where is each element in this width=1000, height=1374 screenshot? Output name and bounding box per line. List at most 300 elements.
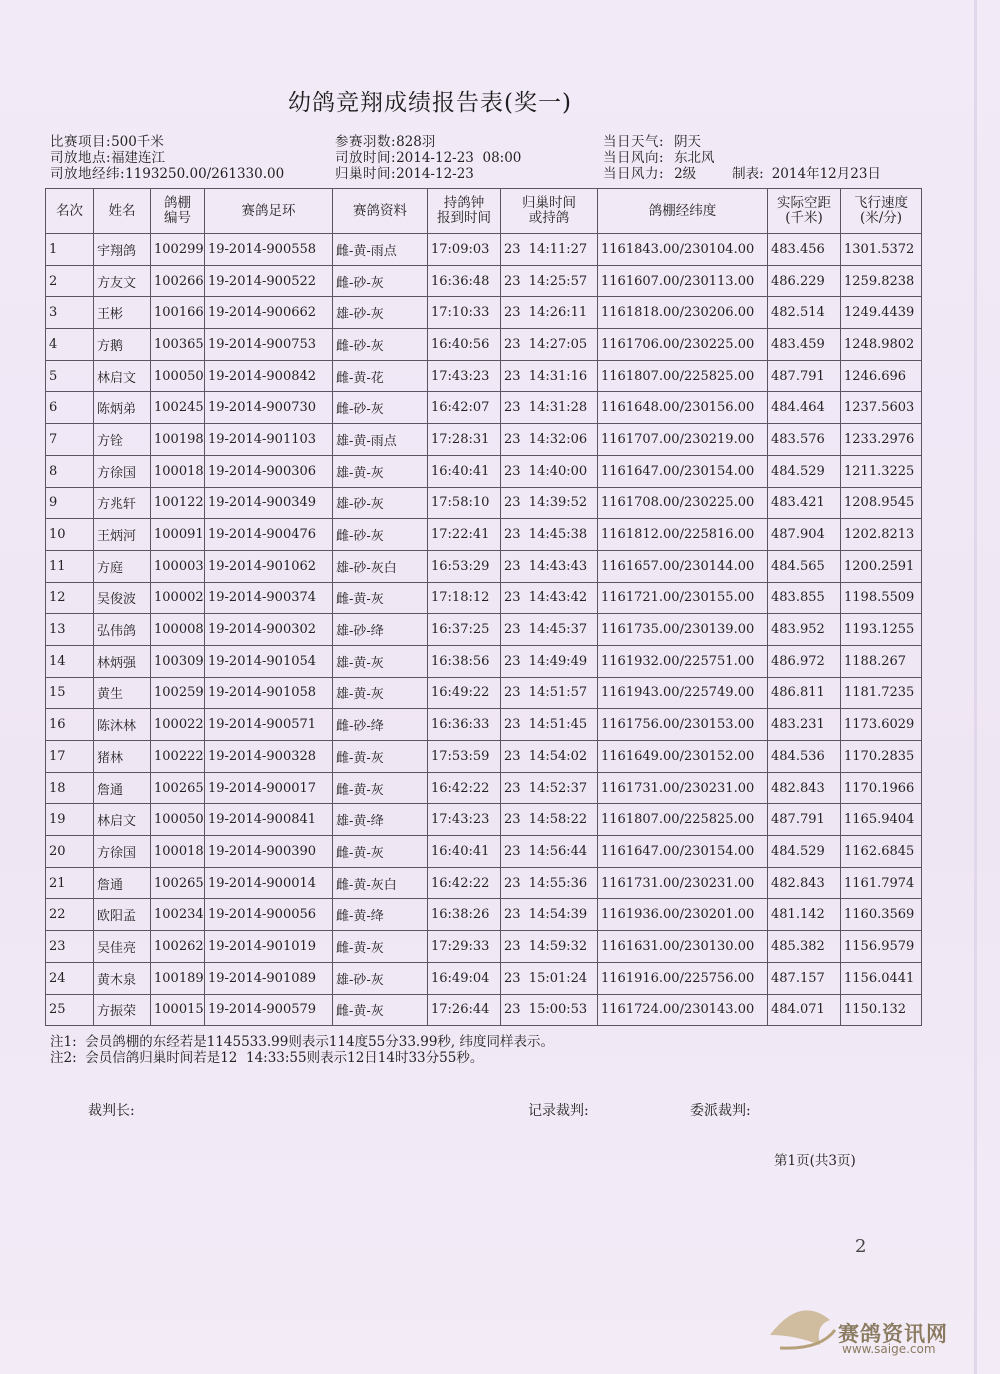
cell-name: 黄木泉 [94,962,151,994]
entries-value: 828羽 [396,134,436,150]
results-table [45,188,922,1026]
info-col-right [603,134,881,182]
cell-arrival-time: 23 14:11:27 [501,234,598,266]
table-row [46,582,922,614]
cell-loft-no: 100003 [151,550,205,582]
cell-name: 方徐国 [94,836,151,868]
cell-loft-coords: 1161843.00/230104.00 [598,234,768,266]
report-title: 幼鸽竞翔成绩报告表(奖一) [288,90,572,116]
watermark-url: www.saige.com [842,1342,936,1356]
cell-loft-coords: 1161724.00/230143.00 [598,994,768,1026]
cell-clock-time: 17:29:33 [428,931,501,963]
table-row [46,455,922,487]
cell-rank: 10 [46,519,94,551]
cell-loft-no: 100365 [151,329,205,361]
cell-arrival-time: 23 14:58:22 [501,804,598,836]
cell-arrival-time: 23 14:25:57 [501,265,598,297]
watermark-name: 赛鸽资讯网 [838,1322,948,1346]
cell-rank: 20 [46,836,94,868]
cell-clock-time: 16:36:33 [428,709,501,741]
cell-ring-no: 19-2014-901058 [205,677,333,709]
table-header [46,189,922,234]
header-clock-time: 持鸽钟 报到时间 [428,189,501,234]
cell-rank: 1 [46,234,94,266]
cell-loft-coords: 1161657.00/230144.00 [598,550,768,582]
cell-ring-no: 19-2014-900841 [205,804,333,836]
cell-ring-no: 19-2014-900306 [205,455,333,487]
cell-bird-info: 雄-砂-灰 [333,962,428,994]
cell-name: 方徐国 [94,455,151,487]
cell-ring-no: 19-2014-900349 [205,487,333,519]
cell-arrival-time: 23 14:45:37 [501,614,598,646]
cell-clock-time: 16:36:48 [428,265,501,297]
delegate-referee-signature: 委派裁判: [690,1103,751,1119]
cell-loft-no: 100259 [151,677,205,709]
release-coords-label: 司放地经纬: [50,166,126,182]
cell-rank: 3 [46,297,94,329]
cell-speed: 1193.1255 [841,614,922,646]
cell-arrival-time: 23 14:51:45 [501,709,598,741]
handwritten-mark: 2 [855,1236,867,1257]
cell-name: 方友文 [94,265,151,297]
cell-speed: 1233.2976 [841,424,922,456]
cell-bird-info: 雌-砂-灰 [333,265,428,297]
release-coords-value: 1193250.00/261330.00 [125,166,285,182]
cell-loft-coords: 1161708.00/230225.00 [598,487,768,519]
cell-loft-coords: 1161756.00/230153.00 [598,709,768,741]
cell-bird-info: 雄-黄-灰 [333,645,428,677]
cell-clock-time: 17:43:23 [428,804,501,836]
cell-speed: 1249.4439 [841,297,922,329]
page-fold-shadow [974,0,977,1374]
table-row [46,550,922,582]
cell-rank: 18 [46,772,94,804]
cell-distance: 482.514 [768,297,841,329]
cell-clock-time: 17:43:23 [428,360,501,392]
table-row [46,519,922,551]
footnote-1: 注1: 会员鸽棚的东经若是1145533.99则表示114度55分33.99秒, 纬度同样表示。 [50,1034,554,1050]
cell-clock-time: 16:49:22 [428,677,501,709]
cell-loft-coords: 1161818.00/230206.00 [598,297,768,329]
cell-clock-time: 16:38:26 [428,899,501,931]
cell-loft-no: 100166 [151,297,205,329]
made-value: 2014年12月23日 [771,166,881,182]
cell-loft-coords: 1161648.00/230156.00 [598,392,768,424]
cell-speed: 1160.3569 [841,899,922,931]
wind-force-value: 2级 [674,166,697,182]
table-row [46,234,922,266]
cell-loft-no: 100008 [151,614,205,646]
cell-ring-no: 19-2014-900522 [205,265,333,297]
cell-loft-no: 100262 [151,931,205,963]
cell-bird-info: 雌-砂-灰 [333,329,428,361]
cell-speed: 1198.5509 [841,582,922,614]
cell-distance: 484.536 [768,741,841,773]
release-place-label: 司放地点: [50,150,112,166]
table-row [46,265,922,297]
header-speed: 飞行速度 (米/分) [841,189,922,234]
cell-bird-info: 雌-砂-绛 [333,709,428,741]
cell-clock-time: 17:28:31 [428,424,501,456]
table-row [46,329,922,361]
cell-loft-coords: 1161936.00/230201.00 [598,899,768,931]
table-row [46,709,922,741]
cell-distance: 483.231 [768,709,841,741]
cell-ring-no: 19-2014-900579 [205,994,333,1026]
cell-clock-time: 16:42:22 [428,867,501,899]
cell-name: 黄生 [94,677,151,709]
cell-speed: 1200.2591 [841,550,922,582]
header-ring-no: 赛鸽足环 [205,189,333,234]
header-distance: 实际空距 (千米) [768,189,841,234]
cell-name: 詹通 [94,867,151,899]
cell-distance: 484.071 [768,994,841,1026]
entries-label: 参赛羽数: [335,134,397,150]
cell-distance: 481.142 [768,899,841,931]
release-time-value: 2014-12-23 08:00 [396,150,522,166]
cell-name: 林启文 [94,804,151,836]
cell-speed: 1170.2835 [841,741,922,773]
cell-rank: 14 [46,645,94,677]
cell-clock-time: 17:26:44 [428,994,501,1026]
cell-bird-info: 雌-黄-灰 [333,994,428,1026]
cell-loft-no: 100198 [151,424,205,456]
table-row [46,392,922,424]
cell-bird-info: 雄-砂-绛 [333,614,428,646]
cell-loft-coords: 1161647.00/230154.00 [598,836,768,868]
cell-arrival-time: 23 14:54:02 [501,741,598,773]
cell-rank: 2 [46,265,94,297]
cell-name: 方鹅 [94,329,151,361]
cell-distance: 483.456 [768,234,841,266]
cell-rank: 21 [46,867,94,899]
cell-rank: 17 [46,741,94,773]
cell-distance: 483.421 [768,487,841,519]
cell-loft-coords: 1161916.00/225756.00 [598,962,768,994]
cell-arrival-time: 23 14:43:43 [501,550,598,582]
cell-bird-info: 雌-黄-花 [333,360,428,392]
table-row [46,994,922,1026]
cell-loft-coords: 1161631.00/230130.00 [598,931,768,963]
cell-distance: 483.855 [768,582,841,614]
cell-speed: 1259.8238 [841,265,922,297]
cell-loft-coords: 1161731.00/230231.00 [598,772,768,804]
cell-arrival-time: 23 14:56:44 [501,836,598,868]
cell-distance: 485.382 [768,931,841,963]
cell-loft-no: 100050 [151,360,205,392]
cell-name: 陈炳弟 [94,392,151,424]
cell-speed: 1156.0441 [841,962,922,994]
cell-loft-no: 100122 [151,487,205,519]
cell-clock-time: 17:10:33 [428,297,501,329]
cell-ring-no: 19-2014-900753 [205,329,333,361]
cell-loft-coords: 1161649.00/230152.00 [598,741,768,773]
cell-ring-no: 19-2014-901089 [205,962,333,994]
cell-loft-no: 100299 [151,234,205,266]
cell-loft-no: 100002 [151,582,205,614]
cell-loft-no: 100234 [151,899,205,931]
cell-clock-time: 17:09:03 [428,234,501,266]
cell-speed: 1162.6845 [841,836,922,868]
cell-speed: 1246.696 [841,360,922,392]
page-number: 第1页(共3页) [774,1153,856,1169]
cell-arrival-time: 23 14:55:36 [501,867,598,899]
cell-bird-info: 雄-黄-灰 [333,677,428,709]
cell-ring-no: 19-2014-900662 [205,297,333,329]
cell-arrival-time: 23 14:54:39 [501,899,598,931]
cell-name: 吴俊波 [94,582,151,614]
cell-ring-no: 19-2014-901062 [205,550,333,582]
cell-distance: 483.952 [768,614,841,646]
cell-loft-no: 100022 [151,709,205,741]
cell-distance: 484.464 [768,392,841,424]
cell-name: 方振荣 [94,994,151,1026]
cell-bird-info: 雌-黄-灰 [333,741,428,773]
chief-referee-signature: 裁判长: [88,1103,135,1119]
cell-ring-no: 19-2014-900571 [205,709,333,741]
cell-distance: 482.843 [768,867,841,899]
release-place-value: 福建连江 [111,150,166,166]
cell-distance: 484.529 [768,455,841,487]
cell-bird-info: 雌-砂-灰 [333,519,428,551]
cell-name: 方庭 [94,550,151,582]
cell-arrival-time: 23 14:59:32 [501,931,598,963]
cell-bird-info: 雌-砂-灰 [333,392,428,424]
cell-speed: 1208.9545 [841,487,922,519]
header-arrival-time: 归巢时间 或持鸽 [501,189,598,234]
return-time-label: 归巢时间: [335,166,397,182]
cell-loft-coords: 1161812.00/225816.00 [598,519,768,551]
table-body [46,234,922,1026]
cell-ring-no: 19-2014-900328 [205,741,333,773]
cell-arrival-time: 23 14:45:38 [501,519,598,551]
item-value: 500千米 [111,134,164,150]
cell-name: 猪林 [94,741,151,773]
wind-force-label: 当日风力: [603,166,665,182]
cell-clock-time: 16:40:41 [428,836,501,868]
header-bird-info: 赛鸽资料 [333,189,428,234]
cell-bird-info: 雌-黄-绛 [333,899,428,931]
cell-rank: 13 [46,614,94,646]
cell-arrival-time: 23 14:43:42 [501,582,598,614]
cell-arrival-time: 23 14:39:52 [501,487,598,519]
cell-speed: 1170.1966 [841,772,922,804]
cell-clock-time: 16:40:56 [428,329,501,361]
weather-value: 阴天 [674,134,702,150]
cell-bird-info: 雌-黄-雨点 [333,234,428,266]
cell-loft-coords: 1161807.00/225825.00 [598,360,768,392]
footnote-2: 注2: 会员信鸽归巢时间若是12 14:33:55则表示12日14时33分55秒。 [50,1050,484,1066]
cell-bird-info: 雄-黄-绛 [333,804,428,836]
cell-name: 方铨 [94,424,151,456]
cell-bird-info: 雌-黄-灰白 [333,867,428,899]
wind-dir-label: 当日风向: [603,150,665,166]
cell-arrival-time: 23 14:40:00 [501,455,598,487]
cell-loft-coords: 1161607.00/230113.00 [598,265,768,297]
cell-rank: 6 [46,392,94,424]
info-col-middle [335,134,521,182]
cell-rank: 4 [46,329,94,361]
cell-clock-time: 16:53:29 [428,550,501,582]
cell-loft-no: 100015 [151,994,205,1026]
cell-speed: 1150.132 [841,994,922,1026]
cell-name: 方兆轩 [94,487,151,519]
header-row [46,189,922,234]
cell-bird-info: 雄-黄-雨点 [333,424,428,456]
cell-loft-no: 100222 [151,741,205,773]
cell-loft-coords: 1161731.00/230231.00 [598,867,768,899]
info-col-left [50,134,284,182]
cell-clock-time: 16:37:25 [428,614,501,646]
table-row [46,899,922,931]
cell-speed: 1202.8213 [841,519,922,551]
cell-arrival-time: 23 14:49:49 [501,645,598,677]
cell-clock-time: 17:18:12 [428,582,501,614]
table-row [46,962,922,994]
table-row [46,931,922,963]
cell-ring-no: 19-2014-900056 [205,899,333,931]
table-row [46,804,922,836]
cell-name: 王炳河 [94,519,151,551]
cell-loft-no: 100309 [151,645,205,677]
cell-arrival-time: 23 15:00:53 [501,994,598,1026]
cell-speed: 1181.7235 [841,677,922,709]
cell-clock-time: 17:22:41 [428,519,501,551]
header-rank: 名次 [46,189,94,234]
cell-loft-no: 100050 [151,804,205,836]
cell-bird-info: 雌-黄-灰 [333,582,428,614]
table-row [46,645,922,677]
cell-clock-time: 17:58:10 [428,487,501,519]
cell-distance: 486.972 [768,645,841,677]
cell-rank: 7 [46,424,94,456]
cell-distance: 487.791 [768,804,841,836]
cell-clock-time: 16:42:07 [428,392,501,424]
cell-rank: 25 [46,994,94,1026]
cell-loft-coords: 1161706.00/230225.00 [598,329,768,361]
cell-name: 陈沐林 [94,709,151,741]
cell-rank: 5 [46,360,94,392]
cell-loft-coords: 1161707.00/230219.00 [598,424,768,456]
cell-speed: 1165.9404 [841,804,922,836]
cell-clock-time: 17:53:59 [428,741,501,773]
return-time-value: 2014-12-23 [396,166,474,182]
cell-name: 弘伟鸽 [94,614,151,646]
cell-arrival-time: 23 14:26:11 [501,297,598,329]
cell-speed: 1161.7974 [841,867,922,899]
cell-distance: 484.565 [768,550,841,582]
cell-rank: 15 [46,677,94,709]
item-label: 比赛项目: [50,134,112,150]
cell-bird-info: 雄-砂-灰 [333,487,428,519]
cell-distance: 484.529 [768,836,841,868]
cell-ring-no: 19-2014-900017 [205,772,333,804]
table-row [46,297,922,329]
recorder-referee-signature: 记录裁判: [528,1103,589,1119]
cell-rank: 23 [46,931,94,963]
cell-name: 林启文 [94,360,151,392]
cell-speed: 1173.6029 [841,709,922,741]
table-row [46,836,922,868]
cell-arrival-time: 23 14:31:28 [501,392,598,424]
cell-rank: 19 [46,804,94,836]
cell-loft-no: 100018 [151,455,205,487]
cell-loft-no: 100265 [151,772,205,804]
table-row [46,772,922,804]
cell-ring-no: 19-2014-900730 [205,392,333,424]
made-label: 制表: [732,166,764,182]
cell-name: 詹通 [94,772,151,804]
cell-distance: 483.459 [768,329,841,361]
cell-speed: 1301.5372 [841,234,922,266]
cell-ring-no: 19-2014-900558 [205,234,333,266]
cell-speed: 1156.9579 [841,931,922,963]
cell-clock-time: 16:49:04 [428,962,501,994]
cell-speed: 1237.5603 [841,392,922,424]
table-row [46,360,922,392]
cell-rank: 12 [46,582,94,614]
cell-loft-no: 100265 [151,867,205,899]
cell-name: 林炳强 [94,645,151,677]
footnotes [50,1034,554,1066]
cell-loft-coords: 1161932.00/225751.00 [598,645,768,677]
release-time-label: 司放时间: [335,150,397,166]
cell-ring-no: 19-2014-900302 [205,614,333,646]
header-name: 姓名 [94,189,151,234]
cell-ring-no: 19-2014-901054 [205,645,333,677]
cell-rank: 24 [46,962,94,994]
cell-bird-info: 雄-黄-灰 [333,455,428,487]
cell-arrival-time: 23 14:27:05 [501,329,598,361]
cell-bird-info: 雄-砂-灰 [333,297,428,329]
cell-speed: 1211.3225 [841,455,922,487]
cell-arrival-time: 23 14:52:37 [501,772,598,804]
cell-clock-time: 16:40:41 [428,455,501,487]
cell-distance: 487.157 [768,962,841,994]
cell-clock-time: 16:42:22 [428,772,501,804]
cell-rank: 11 [46,550,94,582]
cell-arrival-time: 23 14:51:57 [501,677,598,709]
cell-loft-no: 100091 [151,519,205,551]
cell-rank: 8 [46,455,94,487]
cell-ring-no: 19-2014-900374 [205,582,333,614]
cell-clock-time: 16:38:56 [428,645,501,677]
cell-rank: 16 [46,709,94,741]
cell-bird-info: 雌-黄-灰 [333,931,428,963]
cell-loft-no: 100189 [151,962,205,994]
cell-ring-no: 19-2014-900842 [205,360,333,392]
header-loft-no: 鸽棚 编号 [151,189,205,234]
cell-arrival-time: 23 14:32:06 [501,424,598,456]
cell-loft-coords: 1161807.00/225825.00 [598,804,768,836]
cell-rank: 22 [46,899,94,931]
cell-bird-info: 雌-黄-灰 [333,836,428,868]
cell-loft-coords: 1161647.00/230154.00 [598,455,768,487]
cell-name: 王彬 [94,297,151,329]
cell-ring-no: 19-2014-900476 [205,519,333,551]
cell-arrival-time: 23 15:01:24 [501,962,598,994]
cell-loft-coords: 1161721.00/230155.00 [598,582,768,614]
cell-distance: 487.904 [768,519,841,551]
table-row [46,677,922,709]
cell-loft-no: 100245 [151,392,205,424]
wind-dir-value: 东北风 [674,150,715,166]
cell-distance: 487.791 [768,360,841,392]
header-loft-coords: 鸽棚经纬度 [598,189,768,234]
cell-ring-no: 19-2014-900014 [205,867,333,899]
cell-loft-coords: 1161943.00/225749.00 [598,677,768,709]
cell-name: 吴佳亮 [94,931,151,963]
